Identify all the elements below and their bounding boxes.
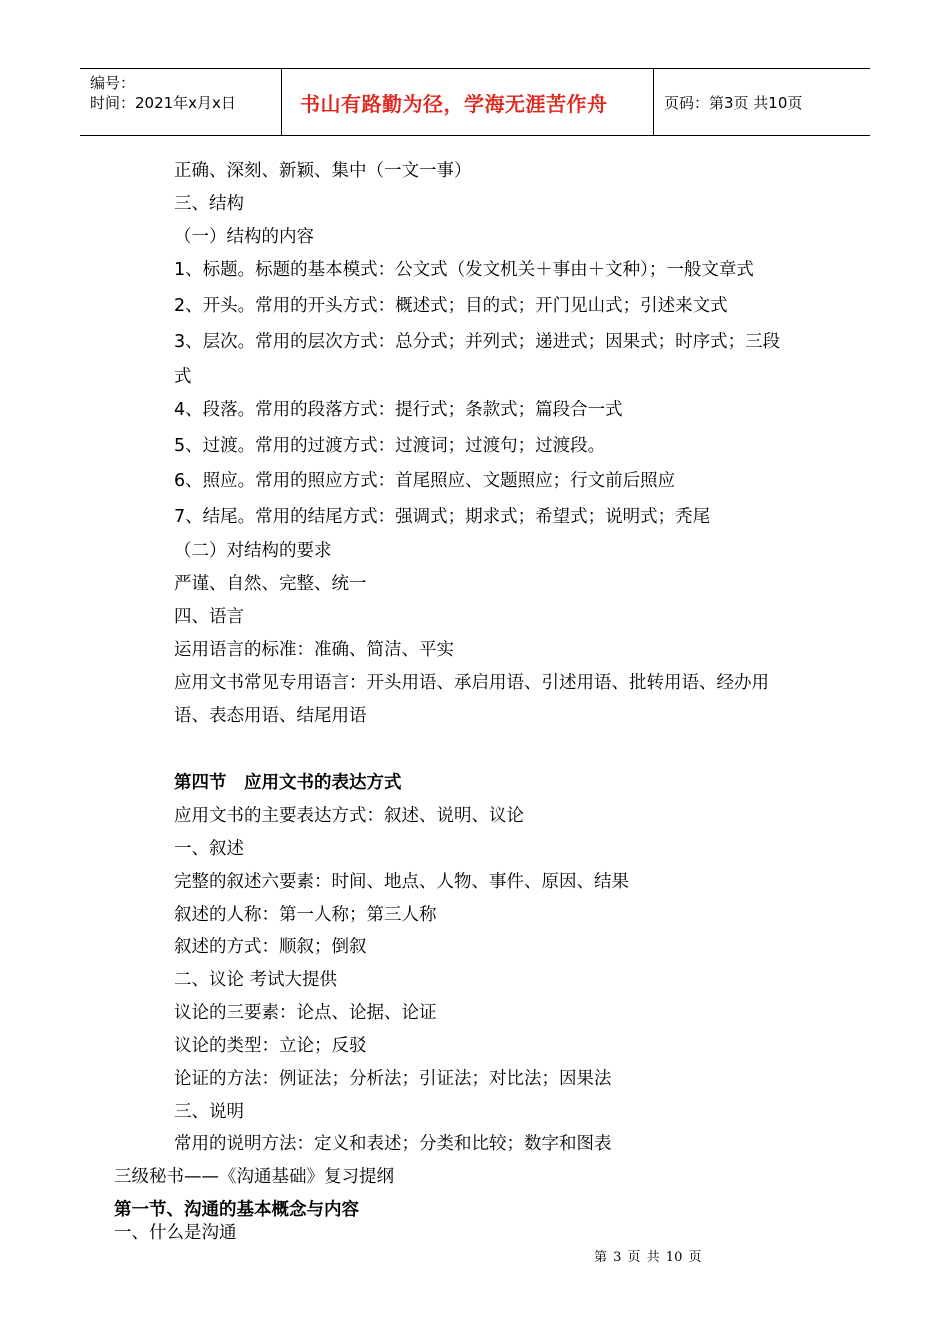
- outline-title: 三级秘书——《沟通基础》复习提纲: [114, 1167, 394, 1187]
- text-line: 语、表态用语、结尾用语: [174, 706, 367, 726]
- text-line: 严谨、自然、完整、统一: [174, 574, 367, 594]
- section-heading: 一、什么是沟通: [114, 1223, 237, 1243]
- text-line: 6、照应。常用的照应方式：首尾照应、文题照应；行文前后照应: [174, 471, 676, 491]
- section-heading: 三、结构: [174, 194, 244, 214]
- text-line: 完整的叙述六要素：时间、地点、人物、事件、原因、结果: [174, 872, 629, 892]
- document-date: 时间：2021年x月x日: [90, 94, 236, 112]
- text-line: 叙述的方式：顺叙；倒叙: [174, 937, 367, 957]
- chapter-heading: 第四节 应用文书的表达方式: [174, 773, 402, 793]
- header-motto: 书山有路勤为径，学海无涯苦作舟: [282, 69, 654, 135]
- text-line: 3、层次。常用的层次方式：总分式；并列式；递进式；因果式；时序式；三段: [174, 332, 781, 352]
- section-heading: 三、说明: [174, 1102, 244, 1122]
- text-line: 叙述的人称：第一人称；第三人称: [174, 905, 437, 925]
- chapter-heading: 第一节、沟通的基本概念与内容: [114, 1200, 359, 1220]
- text-line: 运用语言的标准：准确、简洁、平实: [174, 640, 454, 660]
- page-footer: 第 3 页 共 10 页: [594, 1250, 702, 1265]
- header-meta-cell: [80, 69, 282, 135]
- text-line: 7、结尾。常用的结尾方式：强调式；期求式；希望式；说明式；秃尾: [174, 507, 711, 527]
- section-heading: 二、议论 考试大提供: [174, 970, 338, 990]
- text-line: 2、开头。常用的开头方式：概述式；目的式；开门见山式；引述来文式: [174, 296, 728, 316]
- section-heading: 一、叙述: [174, 839, 244, 859]
- text-line: 式: [174, 367, 192, 387]
- text-line: 应用文书常见专用语言：开头用语、承启用语、引述用语、批转用语、经办用: [174, 673, 769, 693]
- text-line: 议论的三要素：论点、论据、论证: [174, 1003, 437, 1023]
- document-number-label: 编号：: [90, 74, 136, 92]
- text-line: 常用的说明方法：定义和表述；分类和比较；数字和图表: [174, 1134, 612, 1154]
- text-line: 1、标题。标题的基本模式：公文式（发文机关＋事由＋文种）；一般文章式: [174, 260, 754, 280]
- page-header: [80, 68, 870, 136]
- text-line: 应用文书的主要表达方式：叙述、说明、议论: [174, 806, 524, 826]
- text-line: 议论的类型：立论；反驳: [174, 1036, 367, 1056]
- text-line: 正确、深刻、新颖、集中（一文一事）: [174, 161, 472, 181]
- section-heading: 四、语言: [174, 607, 244, 627]
- subsection-heading: （一）结构的内容: [174, 227, 314, 247]
- text-line: 论证的方法：例证法；分析法；引证法；对比法；因果法: [174, 1069, 612, 1089]
- header-page-info: 页码：第3页 共10页: [664, 93, 803, 112]
- text-line: 4、段落。常用的段落方式：提行式；条款式；篇段合一式: [174, 400, 623, 420]
- text-line: 5、过渡。常用的过渡方式：过渡词；过渡句；过渡段。: [174, 436, 606, 456]
- subsection-heading: （二）对结构的要求: [174, 541, 332, 561]
